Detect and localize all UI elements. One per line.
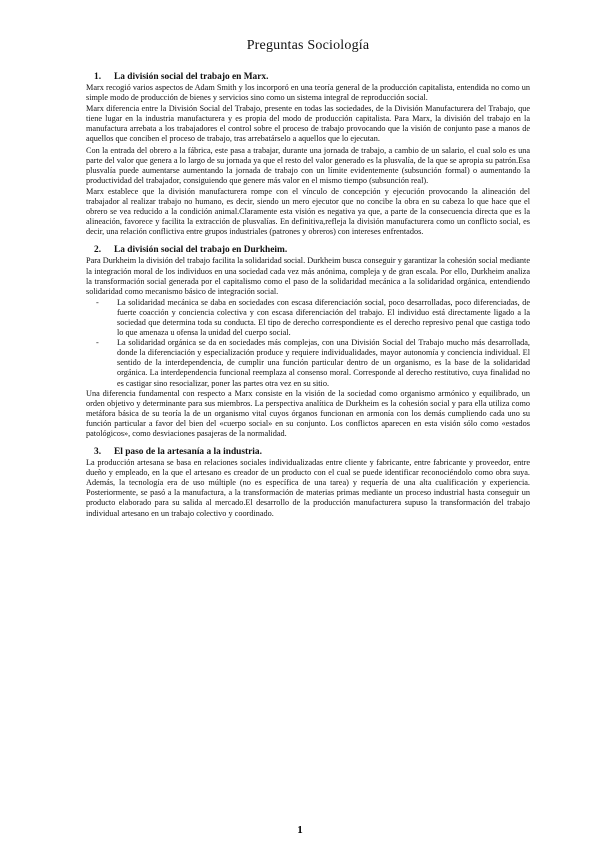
section-durkheim <box>86 245 530 439</box>
section-heading-text: El paso de la artesanía a la industria. <box>114 447 262 458</box>
section-number: 3. <box>94 447 102 458</box>
section-heading-text: La división social del trabajo en Durkheim. <box>114 245 288 256</box>
section-number: 2. <box>94 245 102 256</box>
page-number: 1 <box>297 824 303 836</box>
section-heading <box>86 447 530 457</box>
paragraph: Una diferencia fundamental con respecto a Marx consiste en la visión de la sociedad como organismo armónico y equilibrado, un orden objetivo y determinante para sus miembros. La perspectiva analítica de Durkheim es la cohesión social y para ella utiliza como metáfora básica de su teoría la de un organismo vital cuyos órganos funcionan en armonía con los demás cumpliendo cada uno su función particular a favor del bien del «cuerpo social» en su conjunto. Los conflictos aparecen en esta visión sólo como «estados patológicos», como desviaciones pasajeras de la normalidad. <box>86 388 530 438</box>
section-artesania <box>86 447 530 519</box>
section-number: 1. <box>94 72 102 82</box>
paragraph: Para Durkheim la división del trabajo facilita la solidaridad social. Durkheim busca conseguir y garantizar la cohesión social mediante la integración moral de los individuos en una sociedad cada vez más anónima, compleja y de gran escala. Por ello, Durkheim analiza la transformación social generada por el capitalismo como el paso de la solidaridad mecánica a la solidaridad orgánica, entendiendo solidaridad como mecanismo básico de integración social. <box>86 256 530 296</box>
section-heading <box>86 72 530 82</box>
paragraph: Marx establece que la división manufacturera rompe con el vínculo de concepción y ejecución provocando la alineación del trabajador al realizar trabajo no humano, es decir, siendo un mero ejecutor que no concibe la obra en su cabeza lo que hace que el obrero se vea reducido a la condición animal.Claramente esta visión es negativa ya que, a parte de la consecuencia directa que es la alineación, favorece y facilita la extracción de plusvalías. En definitiva,refleja la división manufacturera como un conflicto social, es decir, una relación conflictiva entre grupos industriales (patrones y obreros) con intereses enfrentados. <box>86 186 530 237</box>
document-title: Preguntas Sociología <box>246 38 370 53</box>
section-heading <box>86 245 530 255</box>
paragraph: La producción artesana se basa en relaciones sociales individualizadas entre cliente y fabricante, entre fabricante y proveedor, entre dueño y empleado, en la que el artesano es creador de un producto con el cual se puede identificar reconociéndolo como obra suya. Además, la tecnología era de uso múltiple (no es específica de una tarea) y requería de una alta cualificación y experiencia. Posteriormente, se pasó a la manufactura, a la transformación de materias primas mediante un proceso industrial hasta conseguir un producto elaborado para su salida al mercado.El desarrollo de la producción manufacturera supuso la transformación del trabajo individual artesano en un trabajo colectivo y coordinado. <box>86 458 530 518</box>
list-item: - La solidaridad orgánica se da en sociedades más complejas, con una División Social del Trabajo mucho más desarrollada, donde la diferenciación y especialización produce y requiere individualidades, mayor autonomía y conciencia individual. El sentido de la interdependencia, de cumplir una función particular dentro de un organismo, es la base de la solidaridad orgánica. La interdependencia funcional reemplaza al consenso moral. Corresponde al derecho restitutivo, cuya finalidad no es castigar sino resocializar, poner las partes otra vez en su sitio. <box>86 338 530 388</box>
paragraph: Con la entrada del obrero a la fábrica, este pasa a trabajar, durante una jornada de trabajo, a cambio de un salario, el cual solo es una parte del valor que genera a lo largo de su jornada ya que el resto del valor generado es la plusvalía, de la que se apropia su patrón.Esa plusvalía puede aumentarse aumentando la jornada de trabajo con un límite evidentemente (subsunción formal) o aumentando la productividad del trabajador, consiguiendo que genere más valor en el mismo tiempo (subsunción real). <box>86 145 530 185</box>
section-heading-text: La división social del trabajo en Marx. <box>114 72 269 82</box>
section-marx <box>86 72 530 237</box>
list-item: - La solidaridad mecánica se daba en sociedades con escasa diferenciación social, poco desarrolladas, poco diferenciadas, de fuerte coacción y conciencia colectiva y con escasa diferenciación del trabajo. El individuo está directamente ligado a la sociedad que determina toda su conducta. El tipo de derecho correspondiente es el derecho represivo penal que castiga todo lo que amenaza u ofensa la unidad del cuerpo social. <box>86 298 530 338</box>
paragraph: Marx diferencia entre la División Social del Trabajo, presente en todas las sociedades, de la División Manufacturera del Trabajo, que tiene lugar en la industria manufacturera y es propia del modo de producción capitalista. Para Marx, la división del trabajo en la manufactura arrebata a los trabajadores el control sobre el proceso de trabajo provocando que la visión de conjunto pase a manos de aquellos que conciben el proceso de trabajo, tras arrebatárselo a aquellos que lo ejecutan. <box>86 104 530 144</box>
bullet-list <box>86 298 530 389</box>
paragraph: Marx recogió varios aspectos de Adam Smith y los incorporó en una teoría general de la producción capitalista, entendida no como un simple modo de producción de bienes y servicios sino como un sistema integral de reproducción social. <box>86 83 530 103</box>
